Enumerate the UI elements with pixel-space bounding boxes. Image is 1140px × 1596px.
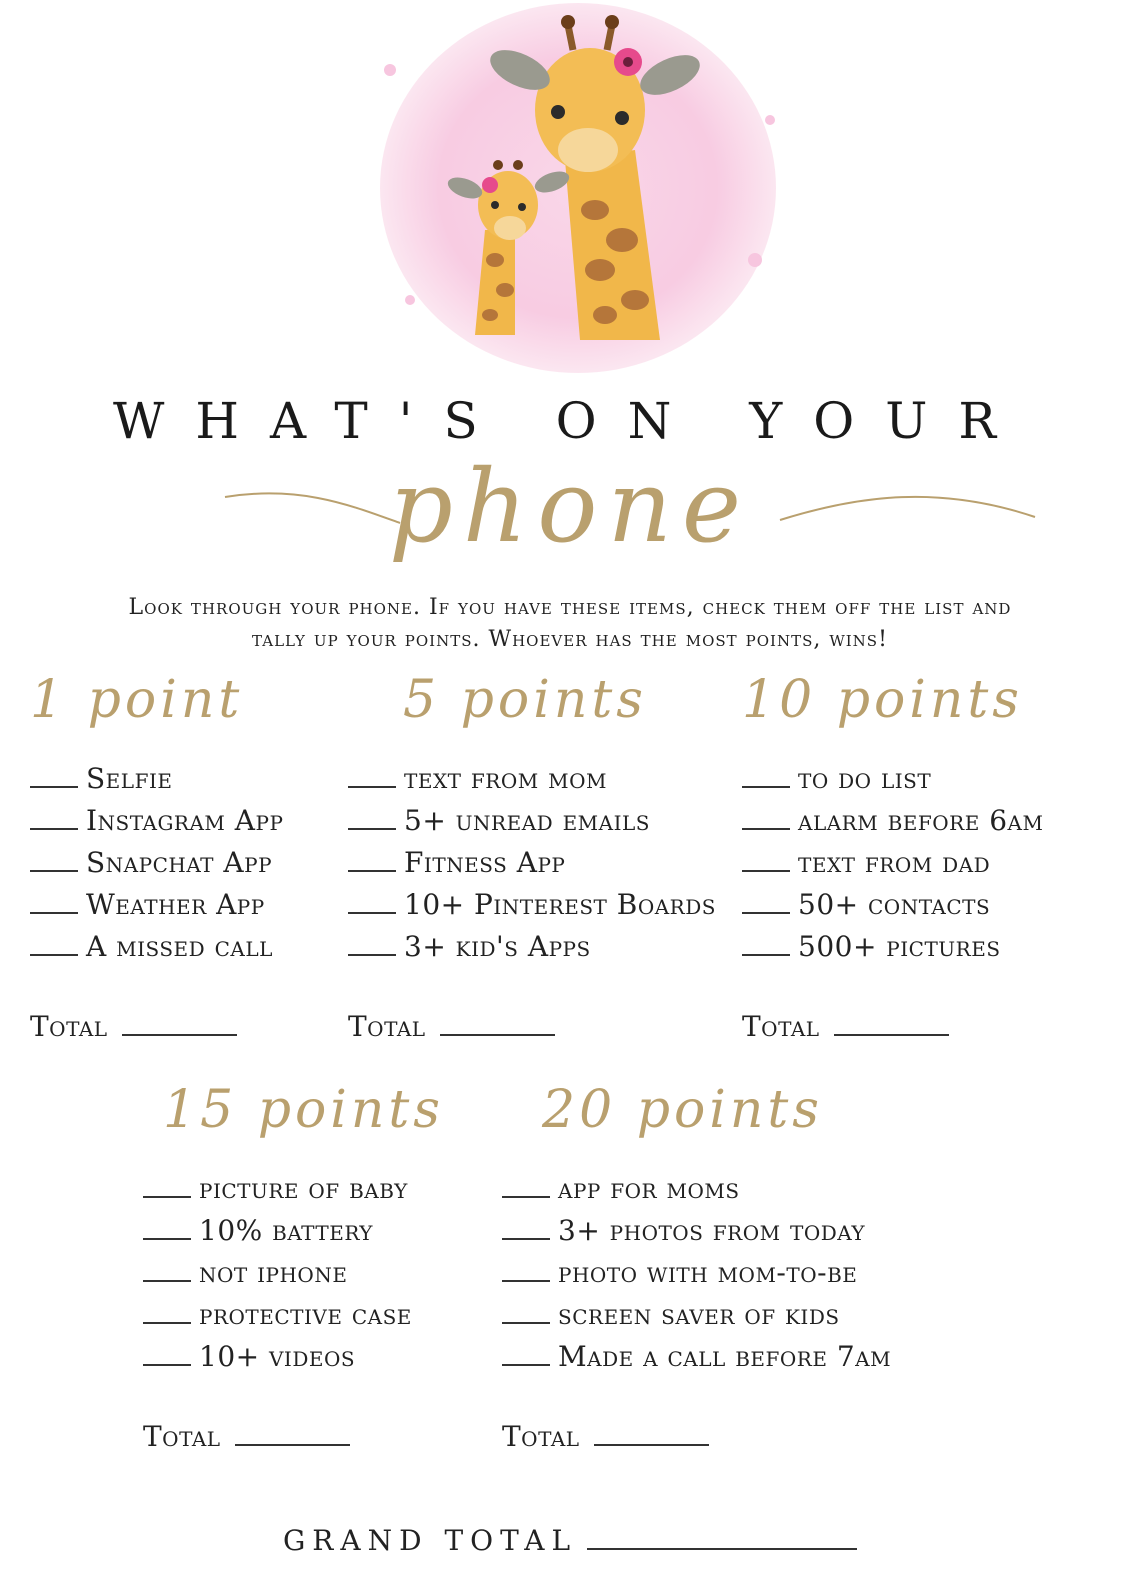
total-field[interactable]: Total bbox=[348, 1008, 716, 1043]
instructions-line-2: tally up your points. Whoever has the most points, wins! bbox=[252, 627, 888, 652]
script-phone-word: phone bbox=[388, 448, 752, 565]
list-item[interactable]: 5+ unread emails bbox=[348, 800, 716, 842]
list-item[interactable]: protective case bbox=[143, 1294, 444, 1336]
list-item[interactable]: 10+ videos bbox=[143, 1336, 444, 1378]
giraffe-illustration bbox=[360, 0, 800, 385]
list-item[interactable]: 50+ contacts bbox=[742, 884, 1043, 926]
list-item[interactable]: not iphone bbox=[143, 1252, 444, 1294]
list-item[interactable]: text from mom bbox=[348, 758, 716, 800]
grand-total-label: GRAND TOTAL bbox=[282, 1524, 578, 1557]
list-item[interactable]: to do list bbox=[742, 758, 1043, 800]
list-item[interactable]: Instagram App bbox=[30, 800, 283, 842]
column-15-points bbox=[143, 1070, 444, 1453]
instructions-line-1: Look through your phone. If you have these items, check them off the list and bbox=[128, 595, 1012, 620]
list-item[interactable]: 3+ photos from today bbox=[502, 1210, 891, 1252]
column-heading: 1 point bbox=[30, 670, 244, 730]
list-item[interactable]: screen saver of kids bbox=[502, 1294, 891, 1336]
page-title: WHAT'S ON YOUR bbox=[112, 392, 1028, 450]
giraffe-mother-baby-icon bbox=[360, 0, 800, 385]
list-item[interactable]: 10% battery bbox=[143, 1210, 444, 1252]
list-item[interactable]: 500+ pictures bbox=[742, 926, 1043, 968]
column-heading: 20 points bbox=[542, 1080, 823, 1140]
list-item[interactable]: 3+ kid's Apps bbox=[348, 926, 716, 968]
instructions bbox=[20, 592, 1120, 656]
column-heading: 5 points bbox=[403, 670, 647, 730]
list-item[interactable]: alarm before 6am bbox=[742, 800, 1043, 842]
column-10-points bbox=[742, 660, 1043, 1043]
total-field[interactable]: Total bbox=[30, 1008, 283, 1043]
list-item[interactable]: Snapchat App bbox=[30, 842, 283, 884]
list-item[interactable]: Selfie bbox=[30, 758, 283, 800]
list-item[interactable]: picture of baby bbox=[143, 1168, 444, 1210]
total-field[interactable]: Total bbox=[143, 1418, 444, 1453]
column-1-point bbox=[30, 660, 283, 1043]
list-item[interactable]: text from dad bbox=[742, 842, 1043, 884]
total-field[interactable]: Total bbox=[502, 1418, 891, 1453]
list-item[interactable]: Fitness App bbox=[348, 842, 716, 884]
grand-total-field[interactable] bbox=[0, 1522, 1140, 1557]
column-20-points bbox=[502, 1070, 891, 1453]
total-field[interactable]: Total bbox=[742, 1008, 1043, 1043]
column-5-points bbox=[348, 660, 716, 1043]
list-item[interactable]: Made a call before 7am bbox=[502, 1336, 891, 1378]
list-item[interactable]: app for moms bbox=[502, 1168, 891, 1210]
list-item[interactable]: 10+ Pinterest Boards bbox=[348, 884, 716, 926]
list-item[interactable]: A missed call bbox=[30, 926, 283, 968]
column-heading: 15 points bbox=[163, 1080, 444, 1140]
list-item[interactable]: Weather App bbox=[30, 884, 283, 926]
list-item[interactable]: photo with mom-to-be bbox=[502, 1252, 891, 1294]
column-heading: 10 points bbox=[742, 670, 1023, 730]
